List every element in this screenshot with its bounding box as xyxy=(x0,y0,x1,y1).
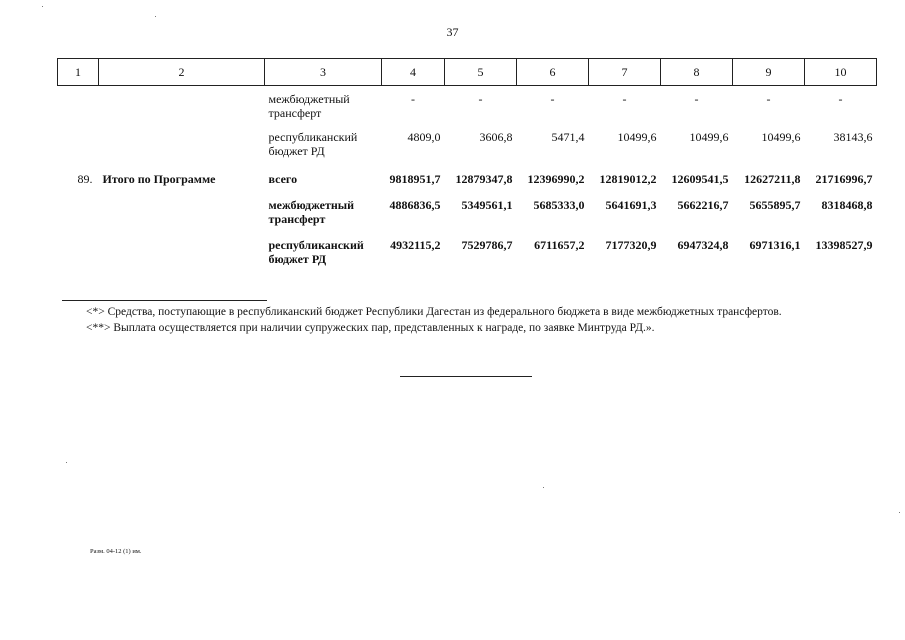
value-cell: 12396990,2 xyxy=(527,172,585,186)
value-cell: 13398527,9 xyxy=(815,238,873,252)
value-cell: 5471,4 xyxy=(551,130,585,144)
header-row xyxy=(58,59,877,86)
end-divider xyxy=(400,376,532,377)
row-number xyxy=(58,92,99,130)
value-cell: - xyxy=(550,92,555,106)
value-cell: 4886836,5 xyxy=(389,198,441,212)
column-header: 3 xyxy=(265,59,382,86)
funding-source-label: межбюджетный трансферт xyxy=(268,198,355,226)
scan-speck xyxy=(66,462,67,463)
value-cell: - xyxy=(411,92,415,106)
row-name xyxy=(99,92,265,130)
program-funding-table xyxy=(57,58,877,272)
column-header: 1 xyxy=(58,59,99,86)
column-header: 9 xyxy=(733,59,805,86)
column-header: 2 xyxy=(99,59,265,86)
value-cell: 4932115,2 xyxy=(390,238,441,252)
value-cell: 12819012,2 xyxy=(599,172,657,186)
value-cell: 5662216,7 xyxy=(677,198,729,212)
value-cell: 12609541,5 xyxy=(671,172,729,186)
footnote-divider xyxy=(62,300,267,301)
value-cell: 5685333,0 xyxy=(533,198,585,212)
value-cell: 12627211,8 xyxy=(744,172,801,186)
footnotes xyxy=(62,304,842,336)
scan-speck xyxy=(155,16,156,17)
value-cell: 8318468,8 xyxy=(821,198,873,212)
scan-speck xyxy=(899,512,900,513)
funding-source-label: республиканский бюджет РД xyxy=(268,130,358,158)
column-header: 5 xyxy=(445,59,517,86)
scan-speck xyxy=(42,6,43,7)
row-name: Итого по Программе xyxy=(102,172,216,186)
table-row xyxy=(58,238,877,272)
value-cell: - xyxy=(694,92,699,106)
value-cell: 4809,0 xyxy=(407,130,441,144)
scan-speck xyxy=(543,487,544,488)
value-cell: 6711657,2 xyxy=(534,238,585,252)
value-cell: 12879347,8 xyxy=(455,172,513,186)
value-cell: 5349561,1 xyxy=(461,198,513,212)
column-header: 10 xyxy=(805,59,877,86)
table-row xyxy=(58,130,877,172)
value-cell: 10499,6 xyxy=(761,130,801,144)
value-cell: 3606,8 xyxy=(479,130,513,144)
funding-source-label: республиканский бюджет РД xyxy=(268,238,364,266)
column-header: 8 xyxy=(661,59,733,86)
value-cell: 10499,6 xyxy=(689,130,729,144)
value-cell: 7529786,7 xyxy=(461,238,513,252)
value-cell: - xyxy=(766,92,771,106)
value-cell: 38143,6 xyxy=(833,130,873,144)
funding-source-label: всего xyxy=(268,172,298,186)
value-cell: 6971316,1 xyxy=(749,238,801,252)
value-cell: - xyxy=(838,92,843,106)
funding-source-label: межбюджетный трансферт xyxy=(268,92,350,120)
value-cell: - xyxy=(478,92,483,106)
print-mark: Разм. 04-12 (1) им. xyxy=(90,548,142,555)
footnote: <**> Выплата осуществляется при наличии супружеских пар, представленных к награде, по заявке Минтруда РД.». xyxy=(86,322,655,334)
program-table-wrap xyxy=(57,58,877,272)
table-row xyxy=(58,92,877,130)
table-row xyxy=(58,198,877,238)
value-cell: 7177320,9 xyxy=(605,238,657,252)
value-cell: 9818951,7 xyxy=(389,172,441,186)
table-row xyxy=(58,172,877,198)
value-cell: - xyxy=(622,92,627,106)
page-number: 37 xyxy=(446,25,459,39)
column-header: 7 xyxy=(589,59,661,86)
row-number: 89. xyxy=(77,172,93,186)
value-cell: 21716996,7 xyxy=(815,172,873,186)
value-cell: 5641691,3 xyxy=(605,198,657,212)
column-header: 6 xyxy=(517,59,589,86)
footnote: <*> Средства, поступающие в республиканский бюджет Республики Дагестан из федерального бюджета в виде межбюджетных трансфертов. xyxy=(86,306,782,318)
value-cell: 10499,6 xyxy=(617,130,657,144)
value-cell: 5655895,7 xyxy=(749,198,801,212)
column-header: 4 xyxy=(382,59,445,86)
value-cell: 6947324,8 xyxy=(677,238,729,252)
